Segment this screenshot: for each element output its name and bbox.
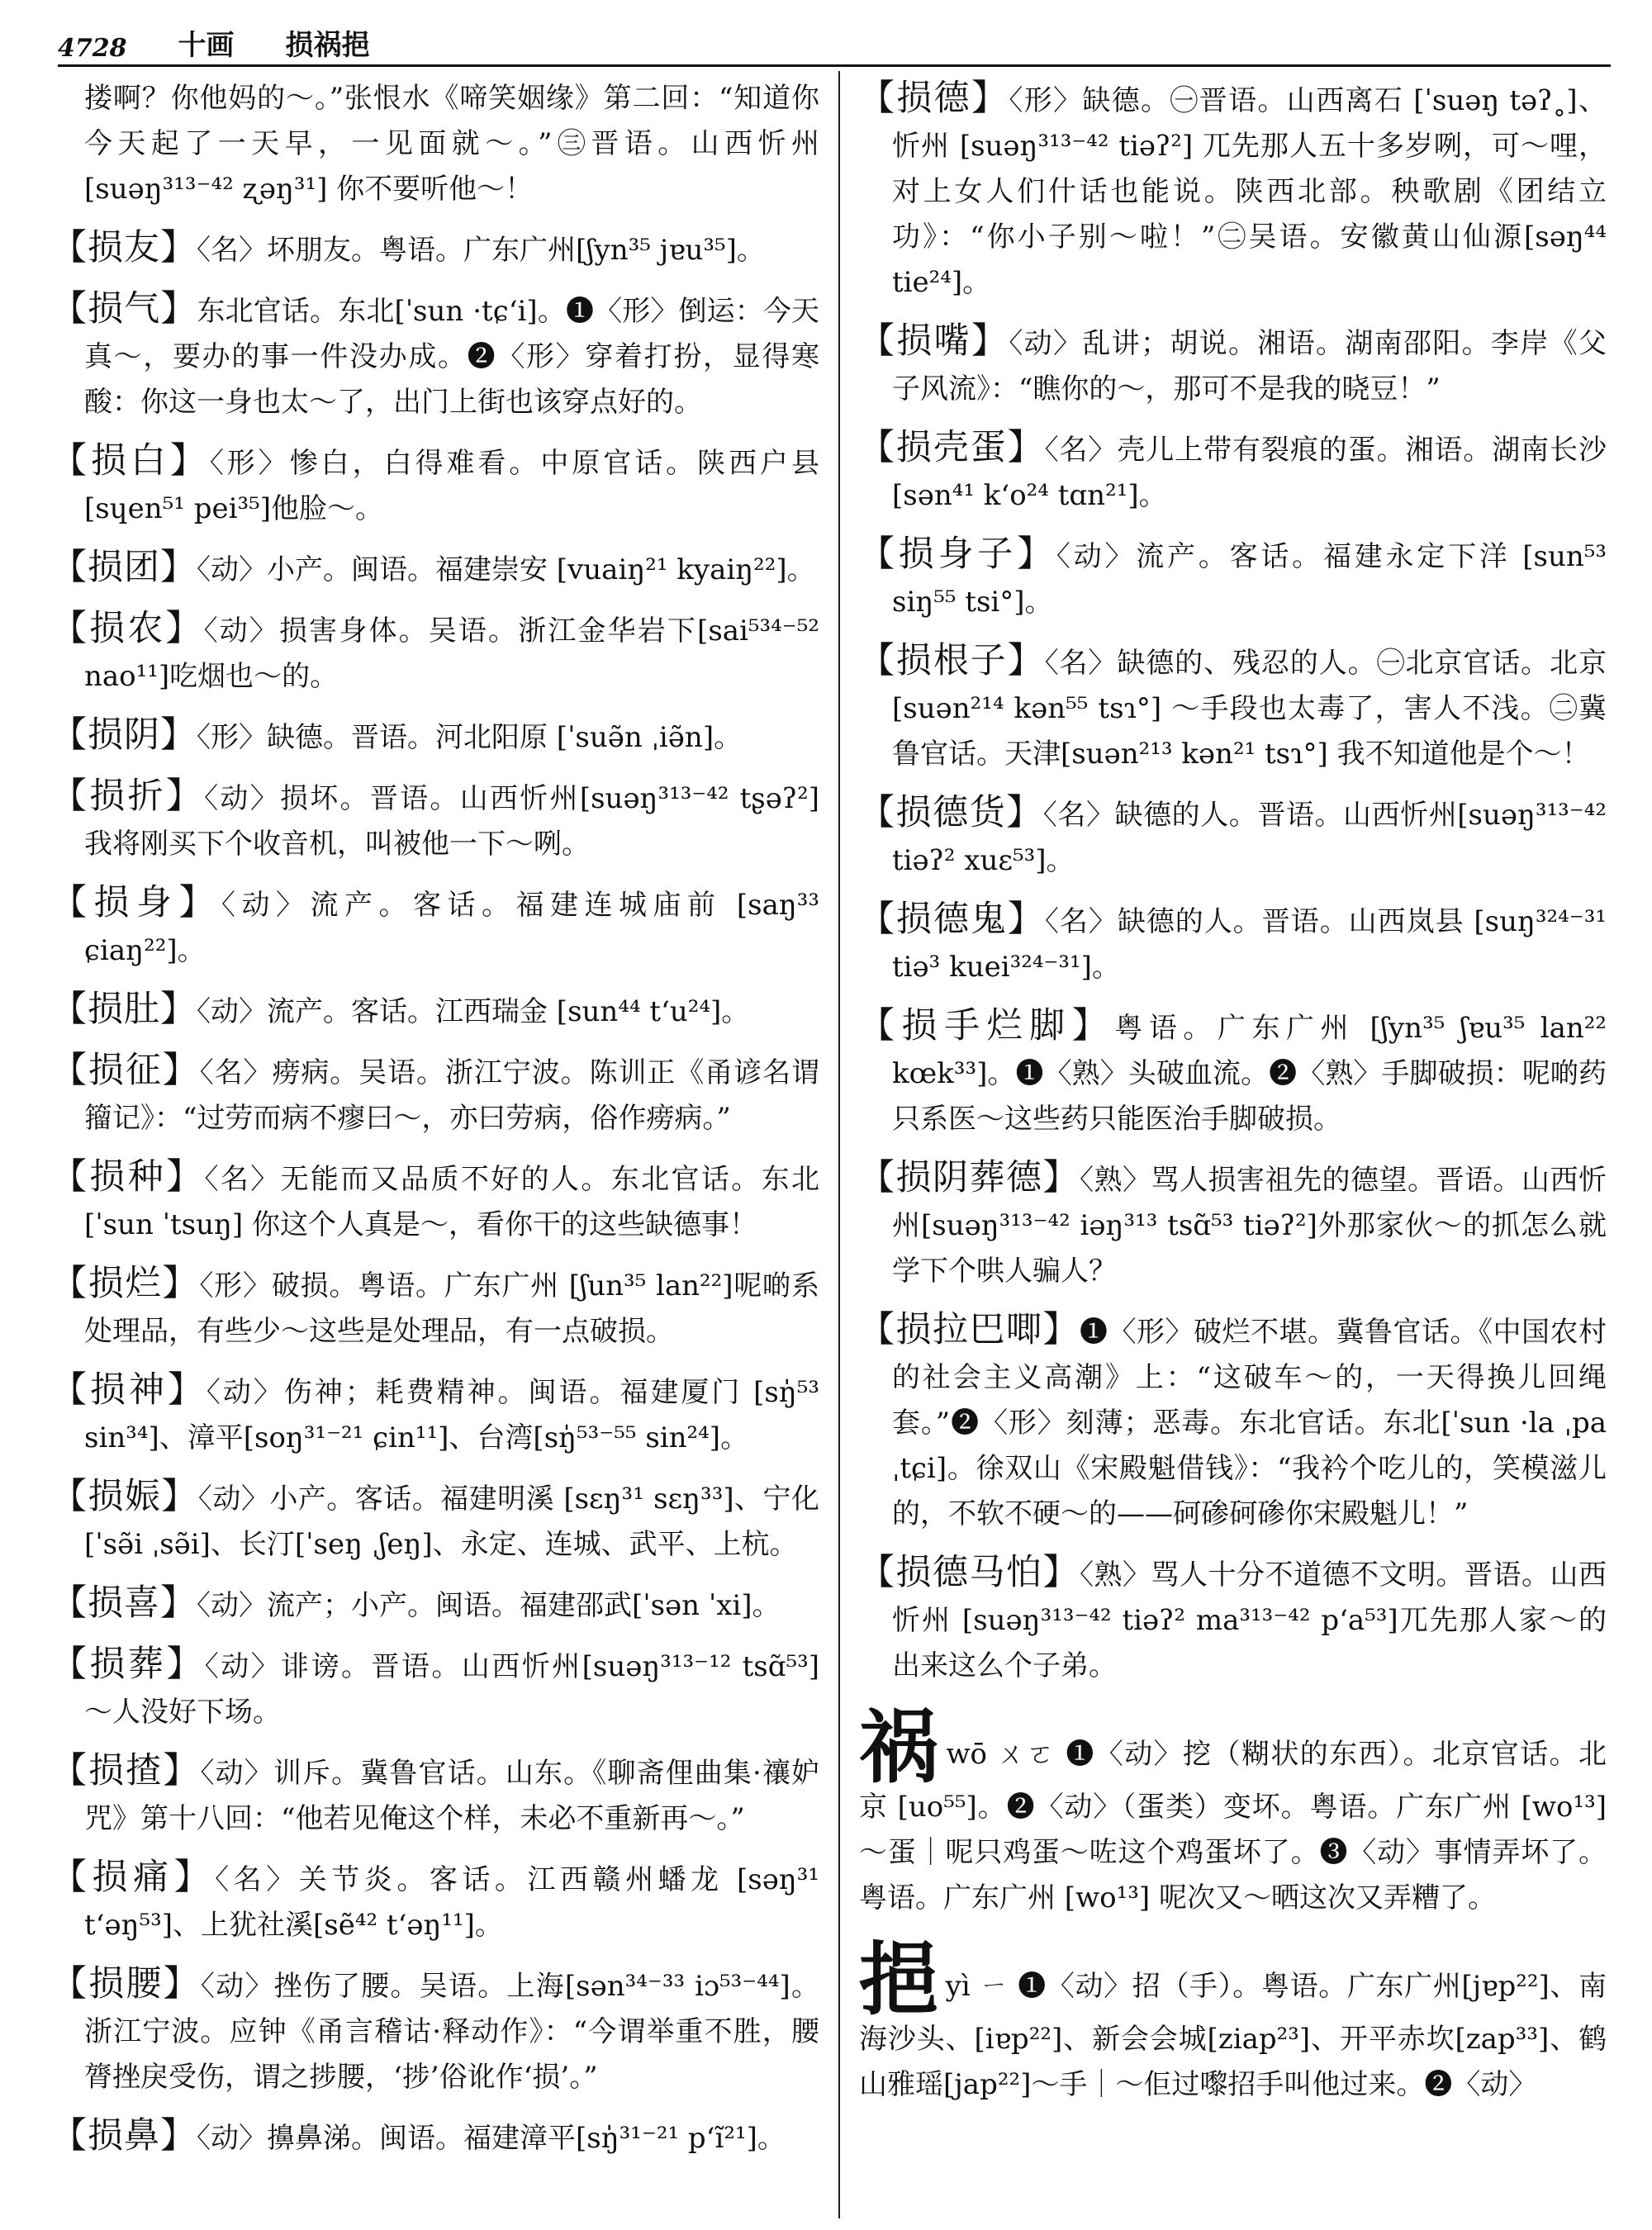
entry-body: 〈动〉流产。客话。江西瑞金 [sun⁴⁴ tʻu²⁴]。	[197, 995, 750, 1028]
entry-body: 〈形〉惨白，白得难看。中原官话。陕西户县[sɥen⁵¹ pei³⁵]他脸～。	[84, 447, 820, 525]
dictionary-entry	[859, 790, 1607, 884]
entry-body: 〈动〉小产。客话。福建明溪 [sɛŋ³¹ sɛŋ³³]、宁化[ˈsə̃i ˌsə̃i]、长汀[ˈseŋ ˌʃeŋ]、永定、连城、武平、上杭。	[84, 1483, 820, 1561]
entry-body: 〈名〉壳儿上带有裂痕的蛋。湘语。湖南长沙[sən⁴¹ kʻo²⁴ tɑn²¹]。	[892, 434, 1607, 512]
dictionary-entry	[51, 1642, 819, 1735]
dictionary-entry	[51, 545, 819, 593]
entry-body: 〈熟〉骂人十分不道德不文明。晋语。山西忻州 [suəŋ³¹³⁻⁴² tiəʔ² ma³¹³⁻⁴² pʻa⁵³]兀先那人家～的出来这么个子弟。	[892, 1559, 1607, 1682]
entry-body: 〈名〉痨病。吴语。浙江宁波。陈训正《甬谚名谓籀记》：“过劳而病不瘳曰～，亦曰劳病，俗作痨病。”	[84, 1056, 820, 1135]
entry-pronunciation: wō ㄨㄛ	[946, 1738, 1056, 1771]
entry-body: 〈熟〉骂人损害祖先的德望。晋语。山西忻州[suəŋ³¹³⁻⁴² iəŋ³¹³ tsɑ̃⁵³ tiəʔ²]外那家伙～的抓怎么就学下个哄人骗人？	[892, 1164, 1607, 1288]
entry-body: 〈动〉诽谤。晋语。山西忻州[suəŋ³¹³⁻¹² tsɑ̃⁵³] ～人没好下场。	[84, 1650, 819, 1729]
entry-headword: 【损德货】	[859, 792, 1043, 833]
dictionary-entry	[859, 897, 1607, 990]
dictionary-entry	[859, 532, 1607, 625]
dictionary-entry	[51, 987, 819, 1035]
entry-headword: 【损痛】	[51, 1857, 216, 1898]
entry-body: 〈动〉流产；小产。闽语。福建邵武[ˈsən ˈxi]。	[197, 1589, 781, 1622]
entry-headword: 【损肚】	[51, 989, 197, 1030]
dictionary-entry	[859, 425, 1607, 519]
entry-body: 〈动〉伤神；耗费精神。闽语。福建厦门 [sŋ̍⁵³ sin³⁴]、漳平[soŋ³¹⁻²¹ ɕin¹¹]、台湾[sŋ̍⁵³⁻⁵⁵ sin²⁴]。	[84, 1376, 819, 1454]
entry-headword: 【损根子】	[859, 640, 1045, 681]
page-number: 4728	[58, 34, 127, 63]
dictionary-entry	[859, 1004, 1607, 1142]
entry-headword: 【损白】	[51, 440, 210, 482]
page-header	[58, 15, 1611, 63]
entry-body: 〈动〉乱讲；胡说。湘语。湖南邵阳。李岸《父子风流》：“瞧你的～，那可不是我的晓豆！”	[892, 327, 1607, 406]
dictionary-entry	[51, 1474, 819, 1568]
entry-body: ❶〈动〉挖（糊状的东西）。北京官话。北京 [uo⁵⁵]。❷〈动〉（蛋类）变坏。粤语。广东广州 [wo¹³] ～蛋｜呢只鸡蛋～咗这个鸡蛋坏了。❸〈动〉事情弄坏了。粤语。广东广州 [wo¹³] 呢次又～晒这次又弄糟了。	[859, 1738, 1607, 1914]
entry-headword: 【损揸】	[51, 1750, 201, 1791]
entry-body: 〈动〉损害身体。吴语。浙江金华岩下[sai⁵³⁴⁻⁵² nao¹¹]吃烟也～的。	[84, 614, 820, 693]
dictionary-entry	[51, 1581, 819, 1629]
dictionary-entry	[51, 1261, 819, 1355]
entry-headword: 【损德】	[859, 78, 1009, 119]
entry-headword: 【损团】	[51, 547, 197, 588]
dictionary-entry	[859, 638, 1607, 777]
entry-headword: 【损腰】	[51, 1963, 201, 2005]
dictionary-entry	[51, 1048, 819, 1141]
entry-body: 〈动〉损坏。晋语。山西忻州[suəŋ³¹³⁻⁴² tʂəʔ²] 我将刚买下个收音机，叫被他一下～咧。	[84, 782, 820, 861]
dictionary-entry	[51, 606, 819, 700]
entry-headword: 【损手烂脚】	[859, 1005, 1115, 1046]
entry-headword: 【损阴】	[51, 714, 197, 756]
entry-headword: 【损嘴】	[859, 320, 1009, 362]
entry-body: 〈动〉流产。客话。福建永定下洋 [sun⁵³ siŋ⁵⁵ tsi°]。	[892, 540, 1607, 619]
entry-body: ❶〈动〉招（手）。粤语。广东广州[jɐp²²]、南海沙头、[iɐp²²]、新会会城[ziap²³]、开平赤坎[zap³³]、鹤山雅瑶[jap²²]～手｜～佢过嚟招手叫他过来。❷〈动〉	[859, 1970, 1607, 2101]
entry-headword: 【损折】	[51, 776, 205, 817]
entry-headword: 【损身子】	[859, 534, 1056, 575]
entry-headword: 【损葬】	[51, 1644, 205, 1685]
entry-pronunciation: yì ㄧ	[945, 1970, 1009, 2003]
dictionary-entry	[51, 1368, 819, 1461]
entry-headword: 【损鼻】	[51, 2115, 197, 2156]
character-entry	[859, 1933, 1607, 2108]
entry-body: 〈形〉缺德。晋语。河北阳原 [ˈsuə̃n ˌiə̃n]。	[197, 721, 743, 754]
left-column	[51, 76, 819, 2175]
dictionary-entry	[51, 439, 819, 532]
character-entry	[859, 1701, 1607, 1921]
dictionary-entry	[51, 2114, 819, 2161]
entry-headword: 【损农】	[51, 608, 204, 649]
entry-body: 〈动〉挫伤了腰。吴语。上海[sən³⁴⁻³³ iɔ⁵³⁻⁴⁴]。浙江宁波。应钟《甬言稽诂·释动作》：“今谓举重不胜，腰膂挫戾受伤，谓之捗腰，‘捗’俗讹作‘损’。”	[84, 1970, 820, 2094]
stroke-count: 十画	[178, 29, 235, 62]
dictionary-entry	[859, 1550, 1607, 1689]
entry-headword: 【损神】	[51, 1369, 206, 1411]
entry-headword: 【损友】	[51, 227, 197, 268]
header-rule	[58, 64, 1611, 67]
entry-body: 东北官话。东北[ˈsun ·tɕʻi]。❶〈形〉倒运：今天真～，要办的事一件没办成。❷〈形〉穿着打扮，显得寒酸：你这一身也太～了，出门上街也该穿点好的。	[84, 295, 820, 419]
dictionary-entry	[859, 76, 1607, 306]
entry-headword: 【损身】	[51, 882, 222, 923]
entry-body: 〈形〉缺德。㊀晋语。山西离石 [ˈsuəŋ təʔ˳]、忻州 [suəŋ³¹³⁻⁴² tiəʔ²] 兀先那人五十多岁咧，可～哩，对上女人们什话也能说。陕西北部。秧歌剧《团结立功》：“你小子别～啦！”㊁吴语。安徽黄山仙源[səŋ⁴⁴ tie²⁴]。	[892, 84, 1607, 299]
entry-headword: 【损征】	[51, 1050, 200, 1091]
entry-headword: 【损娠】	[51, 1476, 198, 1517]
entry-headword: 【损拉巴唧】	[859, 1309, 1080, 1350]
dictionary-entry	[51, 1855, 819, 1948]
entry-body: 〈动〉流产。客话。福建连城庙前 [saŋ³³ ɕiaŋ²²]。	[84, 889, 820, 967]
entry-character: 祸	[859, 1701, 940, 1794]
entry-body: 搂啊？你他妈的～。”张恨水《啼笑姻缘》第二回：“知道你今天起了一天早，一见面就～。”㊂晋语。山西忻州[suəŋ³¹³⁻⁴² ʐəŋ³¹] 你不要听他～！	[84, 82, 819, 206]
entry-body: 粤语。广东广州 [ʃyn³⁵ ʃɐu³⁵ lan²² kœk³³]。❶〈熟〉头破血流。❷〈熟〉手脚破损：呢啲药只系医～这些药只能医治手脚破损。	[892, 1012, 1607, 1136]
dictionary-entry	[51, 76, 819, 212]
entry-body: 〈名〉缺德的、残忍的人。㊀北京官话。北京[suən²¹⁴ kən⁵⁵ tsɿ°] ～手段也太毒了，害人不浅。㊁冀鲁官话。天津[suən²¹³ kən²¹ tsɿ°] 我不知道他是个～！	[892, 647, 1607, 771]
header-chars: 损祸挹	[285, 29, 370, 62]
dictionary-entry	[859, 319, 1607, 412]
dictionary-entry	[859, 1155, 1607, 1294]
dictionary-entry	[51, 1962, 819, 2100]
entry-body: 〈名〉坏朋友。粤语。广东广州[ʃyn³⁵ jɐu³⁵]。	[197, 234, 765, 267]
column-divider	[838, 71, 840, 2218]
entry-body: 〈名〉缺德的人。晋语。山西忻州[suəŋ³¹³⁻⁴² tiəʔ² xuɛ⁵³]。	[892, 799, 1607, 877]
right-column	[859, 76, 1607, 2121]
dictionary-entry	[51, 287, 819, 425]
entry-body: 〈动〉擤鼻涕。闽语。福建漳平[sŋ̍³¹⁻²¹ pʻĩ²¹]。	[197, 2122, 786, 2155]
dictionary-entry	[51, 880, 819, 974]
entry-headword: 【损阴葬德】	[859, 1157, 1080, 1198]
entry-body: 〈动〉训斥。冀鲁官话。山东。《聊斋俚曲集·禳妒咒》第十八回：“他若见俺这个样，未必不重新再～。”	[84, 1757, 820, 1835]
entry-body: ❶〈形〉破烂不堪。冀鲁官话。《中国农村的社会主义高潮》上：“这破车～的，一天得换儿回绳套。”❷〈形〉刻薄；恶毒。东北官话。东北[ˈsun ·la ˌpa ˌtɕi]。徐双山《宋殿魁借钱》：“我衿个吃儿的，笑模滋儿的，不软不硬～的——砢碜砢碜你宋殿魁儿！”	[892, 1316, 1607, 1530]
entry-headword: 【损德鬼】	[859, 899, 1045, 940]
entry-body: 〈形〉破损。粤语。广东广州 [ʃun³⁵ lan²²]呢啲系处理品，有些少～这些是处理品，有一点破损。	[84, 1269, 820, 1348]
dictionary-entry	[859, 1307, 1607, 1537]
dictionary-entry	[51, 1155, 819, 1248]
entry-body: 〈动〉小产。闽语。福建崇安 [vuaiŋ²¹ kyaiŋ²²]。	[197, 553, 815, 586]
entry-headword: 【损喜】	[51, 1582, 197, 1624]
entry-body: 〈名〉无能而又品质不好的人。东北官话。东北[ˈsun ˈtsuŋ] 你这个人真是～，看你干的这些缺德事！	[84, 1163, 819, 1241]
dictionary-entry	[51, 1748, 819, 1842]
entry-character: 挹	[859, 1933, 939, 2026]
entry-body: 〈名〉关节炎。客话。江西赣州蟠龙 [səŋ³¹ tʻəŋ⁵³]、上犹社溪[sẽ⁴² tʻəŋ¹¹]。	[84, 1863, 819, 1942]
entry-headword: 【损气】	[51, 288, 197, 330]
entry-body: 〈名〉缺德的人。晋语。山西岚县 [suŋ³²⁴⁻³¹ tiə³ kuei³²⁴⁻³¹]。	[892, 905, 1607, 984]
entry-headword: 【损壳蛋】	[859, 427, 1045, 468]
entry-headword: 【损烂】	[51, 1263, 200, 1304]
dictionary-entry	[51, 225, 819, 273]
dictionary-entry	[51, 774, 819, 867]
entry-headword: 【损种】	[51, 1156, 205, 1198]
dictionary-entry	[51, 713, 819, 761]
entry-headword: 【损德马怕】	[859, 1552, 1080, 1593]
